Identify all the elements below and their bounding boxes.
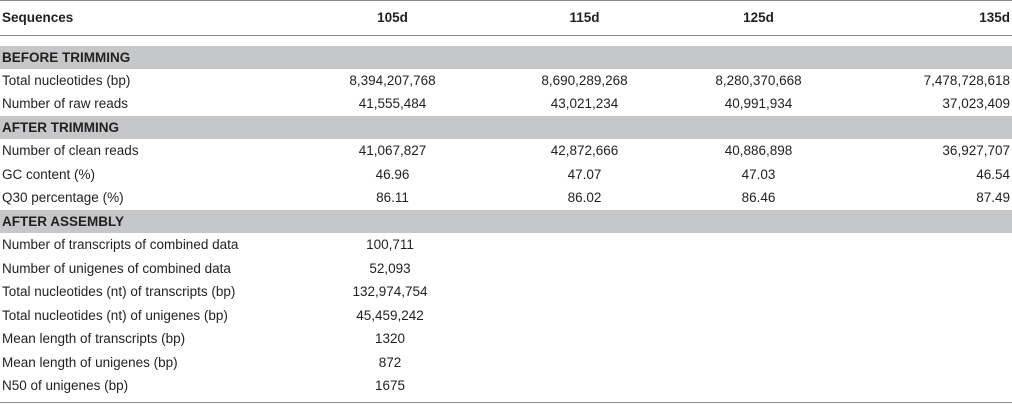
cell-115d: 42,872,666	[550, 143, 619, 158]
cell-combined: 132,974,754	[352, 284, 428, 299]
section-title: BEFORE TRIMMING	[2, 50, 131, 65]
bottom-rule	[0, 402, 1012, 403]
row-label: GC content (%)	[2, 167, 96, 182]
cell-135d: 36,927,707	[942, 143, 1010, 158]
section-title: AFTER TRIMMING	[2, 120, 119, 135]
cell-115d: 43,021,234	[550, 96, 619, 111]
cell-135d: 87.49	[976, 190, 1010, 205]
row-label: Total nucleotides (nt) of transcripts (bp)	[2, 284, 236, 299]
header-row	[0, 1, 1012, 35]
cell-135d: 46.54	[976, 167, 1010, 182]
row-label: Total nucleotides (nt) of unigenes (bp)	[2, 308, 228, 323]
row-label: Total nucleotides (bp)	[2, 73, 131, 88]
cell-105d: 41,555,484	[358, 96, 427, 111]
table-row	[0, 139, 1012, 162]
cell-115d: 47.07	[567, 167, 602, 182]
cell-105d: 41,067,827	[358, 143, 427, 158]
header-col-115d: 115d	[569, 10, 600, 25]
row-label: Q30 percentage (%)	[2, 190, 124, 205]
table-row	[0, 186, 1012, 209]
cell-105d: 8,394,207,768	[349, 73, 436, 88]
cell-125d: 40,991,934	[724, 96, 793, 111]
row-label: Number of raw reads	[2, 96, 129, 111]
table-row	[0, 351, 1012, 374]
row-label: Number of clean reads	[2, 143, 139, 158]
row-label: Mean length of unigenes (bp)	[2, 355, 178, 370]
row-label: Mean length of transcripts (bp)	[2, 331, 186, 346]
cell-combined: 52,093	[369, 261, 411, 276]
cell-125d: 40,886,898	[724, 143, 793, 158]
cell-135d: 7,478,728,618	[923, 73, 1010, 88]
cell-combined: 1675	[374, 378, 406, 393]
cell-combined: 45,459,242	[356, 308, 424, 323]
table-row	[0, 280, 1012, 303]
section-after-assembly	[0, 210, 1012, 233]
cell-105d: 86.11	[376, 190, 409, 205]
cell-combined: 100,711	[366, 237, 414, 252]
cell-125d: 8,280,370,668	[715, 73, 802, 88]
table-row	[0, 69, 1012, 92]
row-label: Number of unigenes of combined data	[2, 261, 231, 276]
row-label: N50 of unigenes (bp)	[2, 378, 129, 393]
header-col-105d: 105d	[377, 10, 408, 25]
table-row	[0, 304, 1012, 327]
table-row	[0, 374, 1012, 397]
header-col-125d: 125d	[743, 10, 774, 25]
cell-105d: 46.96	[375, 167, 410, 182]
cell-115d: 86.02	[567, 190, 602, 205]
header-label: Sequences	[2, 10, 74, 25]
cell-combined: 872	[378, 355, 402, 370]
header-col-135d: 135d	[979, 10, 1010, 25]
cell-125d: 47.03	[741, 167, 776, 182]
cell-115d: 8,690,289,268	[541, 73, 628, 88]
section-after-trimming	[0, 116, 1012, 139]
cell-combined: 1320	[374, 331, 406, 346]
section-title: AFTER ASSEMBLY	[2, 214, 125, 229]
table-row	[0, 327, 1012, 350]
table-row	[0, 163, 1012, 186]
table-row	[0, 257, 1012, 280]
cell-125d: 86.46	[741, 190, 776, 205]
row-label: Number of transcripts of combined data	[2, 237, 239, 252]
table-row	[0, 92, 1012, 115]
header-rule	[0, 35, 1012, 36]
table-row	[0, 233, 1012, 256]
cell-135d: 37,023,409	[942, 96, 1010, 111]
section-before-trimming	[0, 46, 1012, 69]
